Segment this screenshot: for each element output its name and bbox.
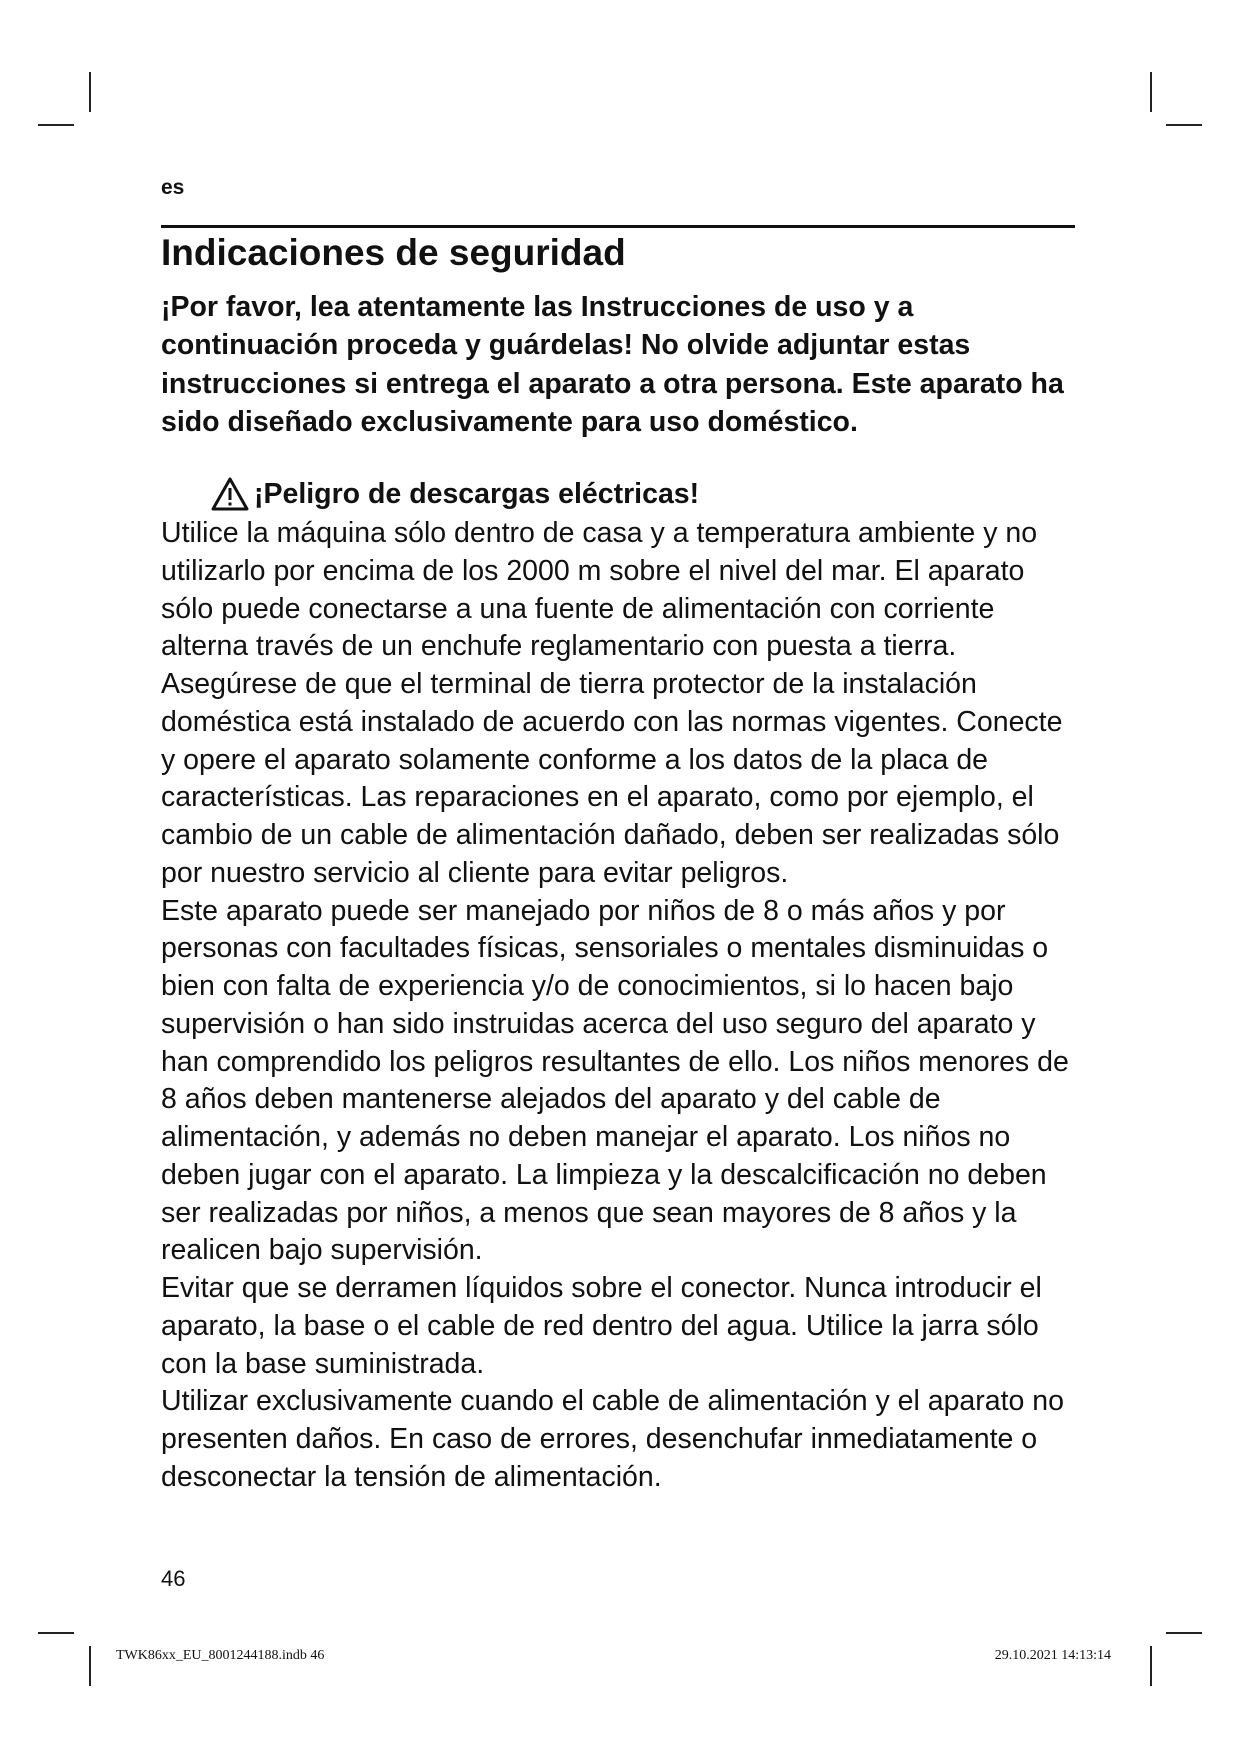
warning-heading: ¡Peligro de descargas eléctricas! xyxy=(254,478,700,510)
paragraph-liquids: Evitar que se derramen líquidos sobre el conector. Nunca introducir el aparato, la base o el cable de red dentro del agua. Utilice la jarra sólo con la base suministrada. xyxy=(161,1272,1042,1380)
crop-mark-top-right-vertical xyxy=(1150,72,1152,112)
body-text xyxy=(161,515,1081,1497)
paragraph-electrical: Utilice la máquina sólo dentro de casa y a temperatura ambiente y no utilizarlo por encima de los 2000 m sobre el nivel del mar. El aparato sólo puede conectarse a una fuente de alimentación con corriente alterna través de un enchufe reglamentario con puesta a tierra. Asegúrese de que el terminal de tierra protector de la instalación doméstica está instalado de acuerdo con las normas vigentes. Conecte y opere el aparato solamente conforme a los datos de la placa de características. Las reparaciones en el aparato, como por ejemplo, el cambio de un cable de alimentación dañado, deben ser realizadas sólo por nuestro servicio al cliente para evitar peligros. xyxy=(161,517,1063,889)
page-number: 46 xyxy=(161,1566,186,1591)
crop-mark-bottom-right-vertical xyxy=(1150,1646,1152,1686)
crop-mark-bottom-left-vertical xyxy=(89,1646,91,1686)
intro-paragraph: ¡Por favor, lea atentamente las Instrucciones de uso y a continuación proceda y guárdelas! No olvide adjuntar estas instrucciones si entrega el aparato a otra persona. Este aparato ha sido diseñado exclusivamente para uso doméstico. xyxy=(161,291,1064,438)
crop-mark-top-right-horizontal xyxy=(1166,124,1202,126)
crop-mark-top-left-horizontal xyxy=(38,124,74,126)
header-rule xyxy=(161,225,1075,228)
crop-mark-bottom-left-horizontal xyxy=(38,1632,74,1634)
warning-triangle-icon xyxy=(210,476,250,512)
paragraph-damage: Utilizar exclusivamente cuando el cable de alimentación y el aparato no presenten daños. En caso de errores, desenchufar inmediatamente o desconectar la tensión de alimentación. xyxy=(161,1385,1065,1493)
crop-mark-top-left-vertical xyxy=(89,72,91,112)
warning-heading-row xyxy=(210,473,699,515)
section-title: Indicaciones de seguridad xyxy=(161,232,626,273)
language-code: es xyxy=(161,176,185,199)
footer-file-name: TWK86xx_EU_8001244188.indb 46 xyxy=(116,1648,325,1663)
crop-mark-bottom-right-horizontal xyxy=(1166,1632,1202,1634)
paragraph-children: Este aparato puede ser manejado por niños de 8 o más años y por personas con facultades físicas, sensoriales o mentales disminuidas o bien con falta de experiencia y/o de conocimientos, si lo hacen bajo supervisión o han sido instruidas acerca del uso seguro del aparato y han comprendido los peligros resultantes de ello. Los niños menores de 8 años deben mantenerse alejados del aparato y del cable de alimentación, y además no deben manejar el aparato. Los niños no deben jugar con el aparato. La limpieza y la descalcificación no deben ser realizadas por niños, a menos que sean mayores de 8 años y la realicen bajo supervisión. xyxy=(161,894,1069,1267)
footer-timestamp: 29.10.2021 14:13:14 xyxy=(994,1648,1111,1663)
